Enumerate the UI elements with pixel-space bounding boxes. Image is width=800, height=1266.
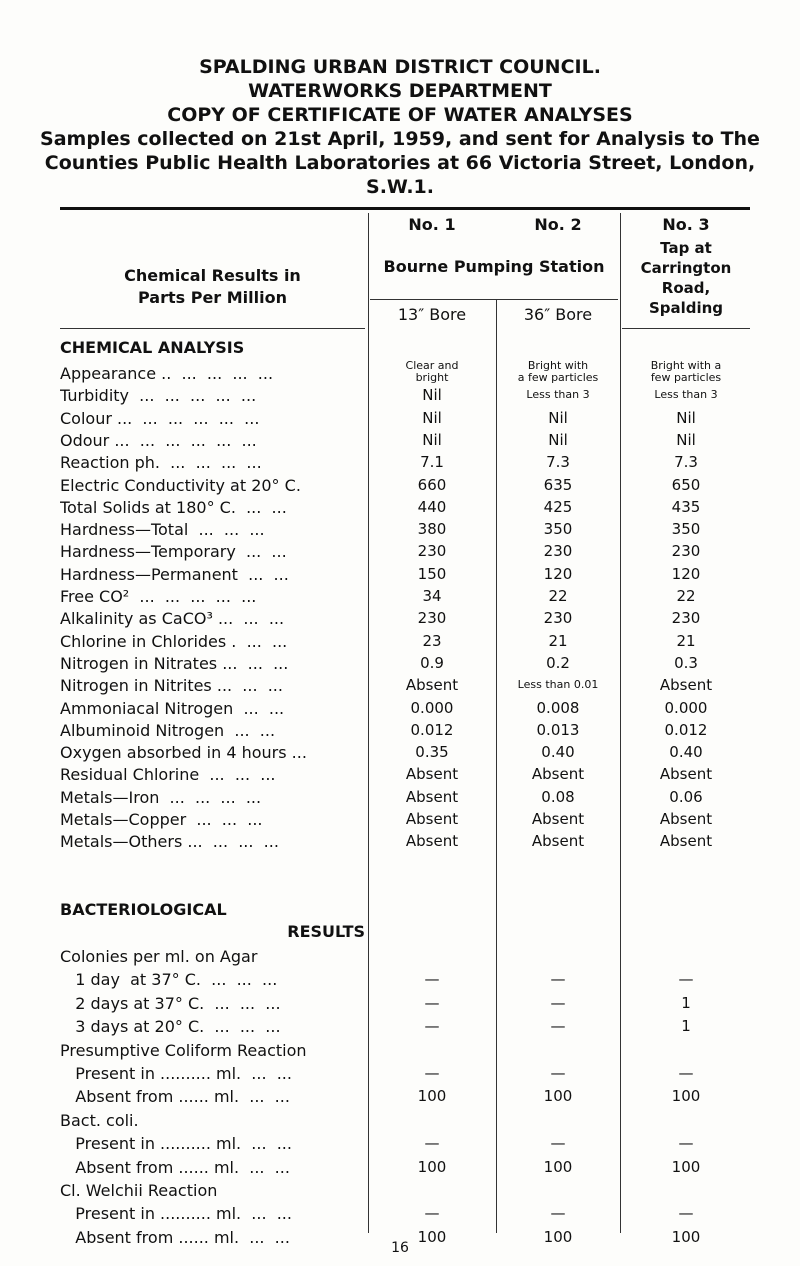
cell-sample-1: Absent [405, 765, 459, 784]
cell-sample-1 [370, 360, 494, 384]
cell-sample-2: 635 [543, 475, 573, 494]
row-label: Electric Conductivity at 20° C. [60, 475, 301, 495]
cell-sample-2: — [550, 1134, 566, 1153]
sample-note-line3: S.W.1. [366, 176, 434, 198]
tap-location-label [622, 238, 750, 318]
cell-sample-2: 0.40 [541, 743, 575, 762]
cell-sample-2: 120 [543, 564, 573, 583]
row-label: Metals—Iron ... ... ... ... [60, 787, 262, 807]
appearance-text: Clear and [405, 359, 459, 372]
appearance-text: Bright with a [650, 359, 722, 372]
cell-sample-3: 1 [681, 993, 691, 1012]
tap-line2: Carrington [640, 259, 732, 277]
row-label: Bact. coli. [60, 1110, 139, 1130]
cell-sample-2: 350 [543, 520, 573, 539]
cell-sample-1: 23 [422, 631, 442, 650]
row-label: Appearance .. ... ... ... ... [60, 364, 274, 383]
row-label: Colour ... ... ... ... ... ... [60, 408, 260, 428]
row-label: Residual Chlorine ... ... ... [60, 765, 276, 785]
row-label: Absent from ...... ml. ... ... [60, 1087, 290, 1107]
row-label: Presumptive Coliform Reaction [60, 1040, 307, 1060]
column-divider-1 [368, 213, 369, 1233]
cell-sample-3: 120 [671, 564, 701, 583]
cell-sample-1: Absent [405, 810, 459, 828]
cell-sample-1: — [424, 1017, 440, 1036]
cell-sample-2: — [550, 993, 566, 1012]
cell-sample-3: 0.012 [664, 720, 708, 739]
row-label: Present in .......... ml. ... ... [60, 1134, 292, 1154]
row-label: Odour ... ... ... ... ... ... [60, 430, 257, 450]
row-label: Hardness—Total ... ... ... [60, 520, 265, 540]
cell-sample-2: — [550, 1017, 566, 1036]
cell-sample-2: — [550, 970, 566, 989]
header-bottom-rule-left [60, 328, 365, 329]
cell-sample-2: Nil [548, 408, 568, 427]
row-label: 2 days at 37° C. ... ... ... [60, 993, 281, 1013]
cell-sample-1: 0.35 [415, 743, 449, 762]
cell-sample-1: 380 [417, 520, 447, 539]
cell-sample-3: — [678, 1064, 694, 1082]
bore-13-label: 13″ Bore [397, 305, 467, 324]
cell-sample-3: 0.3 [674, 653, 698, 672]
cell-sample-3: — [678, 1204, 694, 1223]
cell-sample-3: Less than 3 [654, 388, 718, 402]
column-divider-3 [620, 213, 621, 1233]
cell-sample-3: 7.3 [674, 453, 698, 472]
sample-note-line2: Counties Public Health Laboratories at 66 Victoria Street, London, [44, 152, 756, 174]
row-label: Nitrogen in Nitrates ... ... ... [60, 653, 289, 673]
cell-sample-1: 100 [417, 1087, 447, 1106]
row-label: Metals—Copper ... ... ... [60, 810, 263, 829]
certificate-title: COPY OF CERTIFICATE OF WATER ANALYSES [167, 104, 633, 126]
cell-sample-3: 0.06 [669, 787, 703, 806]
chem-heading-line1: Chemical Results in [124, 266, 301, 285]
sample-note-line1: Samples collected on 21st April, 1959, and sent for Analysis to The [40, 128, 760, 150]
tap-line4: Spalding [648, 299, 724, 317]
header-bottom-rule-right [622, 328, 750, 329]
appearance-text: Bright with [527, 359, 589, 372]
row-label: Absent from ...... ml. ... ... [60, 1157, 290, 1177]
cell-sample-1: Nil [422, 408, 442, 427]
row-label: Metals—Others ... ... ... ... [60, 832, 279, 852]
appearance-text: a few particles [517, 371, 599, 384]
cell-sample-3: 100 [671, 1227, 701, 1246]
cell-sample-3: 0.40 [669, 743, 703, 762]
pumping-station-label: Bourne Pumping Station [383, 257, 605, 276]
cell-sample-3: 100 [671, 1087, 701, 1106]
cell-sample-2: 230 [543, 609, 573, 628]
sample-no3: No. 3 [662, 215, 710, 234]
cell-sample-3: 22 [676, 587, 696, 605]
cell-sample-2: Absent [531, 810, 585, 828]
cell-sample-3: Absent [659, 810, 713, 828]
cell-sample-3: 435 [671, 497, 701, 516]
cell-sample-3: 0.000 [664, 698, 708, 717]
cell-sample-1: Absent [405, 787, 459, 806]
cell-sample-3: 100 [671, 1157, 701, 1176]
cell-sample-1: — [424, 993, 440, 1012]
cell-sample-2: — [550, 1204, 566, 1223]
council-title: SPALDING URBAN DISTRICT COUNCIL. [199, 56, 601, 78]
row-label: Oxygen absorbed in 4 hours ... [60, 743, 307, 763]
appearance-text: bright [415, 371, 449, 384]
cell-sample-2: 0.08 [541, 787, 575, 806]
cell-sample-1: 7.1 [420, 453, 444, 472]
cell-sample-1: 660 [417, 475, 447, 494]
chemical-results-heading [60, 265, 365, 309]
row-label: 3 days at 20° C. ... ... ... [60, 1017, 281, 1037]
cell-sample-1: 0.000 [410, 698, 454, 717]
cell-sample-1: 0.012 [410, 720, 454, 739]
cell-sample-1: 100 [417, 1157, 447, 1176]
cell-sample-1: Absent [405, 832, 459, 851]
row-label: Nitrogen in Nitrites ... ... ... [60, 676, 283, 696]
row-label: Total Solids at 180° C. ... ... [60, 497, 287, 517]
bacteriological-title-1: BACTERIOLOGICAL [60, 900, 227, 919]
cell-sample-3: 350 [671, 520, 701, 539]
cell-sample-3: — [678, 1134, 694, 1153]
cell-sample-2: 0.013 [536, 720, 580, 739]
document-header [0, 55, 800, 199]
cell-sample-3: 230 [671, 609, 701, 628]
row-label: Hardness—Temporary ... ... [60, 542, 287, 562]
cell-sample-3: Absent [659, 676, 713, 695]
cell-sample-2: 21 [548, 631, 568, 650]
row-label: Albuminoid Nitrogen ... ... [60, 720, 276, 740]
cell-sample-3: Nil [676, 408, 696, 427]
row-label: Free CO² ... ... ... ... ... [60, 587, 257, 606]
cell-sample-2: — [550, 1064, 566, 1082]
cell-sample-3: Absent [659, 765, 713, 784]
cell-sample-2 [498, 360, 618, 384]
row-label: Present in .......... ml. ... ... [60, 1064, 292, 1083]
cell-sample-1: 440 [417, 497, 447, 516]
cell-sample-1: 100 [417, 1227, 447, 1246]
cell-sample-2: 7.3 [546, 453, 570, 472]
page-number: 16 [391, 1240, 409, 1256]
sample-no1: No. 1 [408, 215, 456, 234]
cell-sample-3: 230 [671, 542, 701, 561]
chem-heading-line2: Parts Per Million [137, 288, 287, 307]
cell-sample-1: Nil [422, 430, 442, 449]
row-label: 1 day at 37° C. ... ... ... [60, 970, 278, 990]
row-label: Colonies per ml. on Agar [60, 947, 258, 966]
cell-sample-3: 650 [671, 475, 701, 494]
cell-sample-2: 0.008 [536, 698, 580, 717]
department-title: WATERWORKS DEPARTMENT [248, 80, 552, 102]
cell-sample-3 [622, 360, 750, 384]
row-label: Chlorine in Chlorides . ... ... [60, 631, 288, 651]
bacteriological-title-2: RESULTS [287, 922, 365, 941]
row-label: Absent from ...... ml. ... ... [60, 1227, 290, 1247]
cell-sample-1: — [424, 1134, 440, 1153]
cell-sample-1: Absent [405, 676, 459, 695]
row-label: Turbidity ... ... ... ... ... [60, 386, 257, 406]
appearance-text: few particles [650, 371, 722, 384]
cell-sample-1: — [424, 970, 440, 989]
row-label: Reaction ph. ... ... ... ... [60, 453, 262, 473]
sample-no2: No. 2 [534, 215, 582, 234]
row-label: Cl. Welchii Reaction [60, 1181, 218, 1200]
row-label: Hardness—Permanent ... ... [60, 564, 289, 584]
cell-sample-2: 22 [548, 587, 568, 605]
cell-sample-1: 230 [417, 542, 447, 561]
row-label: Alkalinity as CaCO³ ... ... ... [60, 609, 285, 629]
cell-sample-2: 0.2 [546, 653, 570, 672]
cell-sample-1: 230 [417, 609, 447, 628]
cell-sample-2: Less than 0.01 [517, 678, 599, 692]
cell-sample-2: Absent [531, 832, 585, 851]
cell-sample-1: Nil [422, 386, 442, 405]
chemical-analysis-title: CHEMICAL ANALYSIS [60, 338, 245, 357]
cell-sample-2: 100 [543, 1157, 573, 1176]
table-top-rule [60, 207, 750, 210]
cell-sample-3: Absent [659, 832, 713, 851]
cell-sample-1: 34 [422, 587, 442, 605]
tap-line3: Road, [661, 279, 711, 297]
cell-sample-2: 230 [543, 542, 573, 561]
row-label: Ammoniacal Nitrogen ... ... [60, 698, 285, 718]
cell-sample-1: — [424, 1064, 440, 1082]
cell-sample-3: Nil [676, 430, 696, 449]
bore-36-label: 36″ Bore [523, 305, 593, 324]
tap-line1: Tap at [660, 239, 712, 257]
cell-sample-2: Nil [548, 430, 568, 449]
cell-sample-2: 100 [543, 1227, 573, 1246]
cell-sample-1: 0.9 [420, 653, 444, 672]
column-divider-2 [496, 300, 497, 1233]
cell-sample-3: 1 [681, 1017, 691, 1036]
cell-sample-2: 425 [543, 497, 573, 516]
cell-sample-2: 100 [543, 1087, 573, 1106]
cell-sample-2: Absent [531, 765, 585, 784]
cell-sample-1: — [424, 1204, 440, 1223]
cell-sample-3: — [678, 970, 694, 989]
cell-sample-1: 150 [417, 564, 447, 583]
cell-sample-2: Less than 3 [526, 388, 590, 402]
station-rule [370, 299, 618, 300]
cell-sample-3: 21 [676, 631, 696, 650]
row-label: Present in .......... ml. ... ... [60, 1204, 292, 1224]
